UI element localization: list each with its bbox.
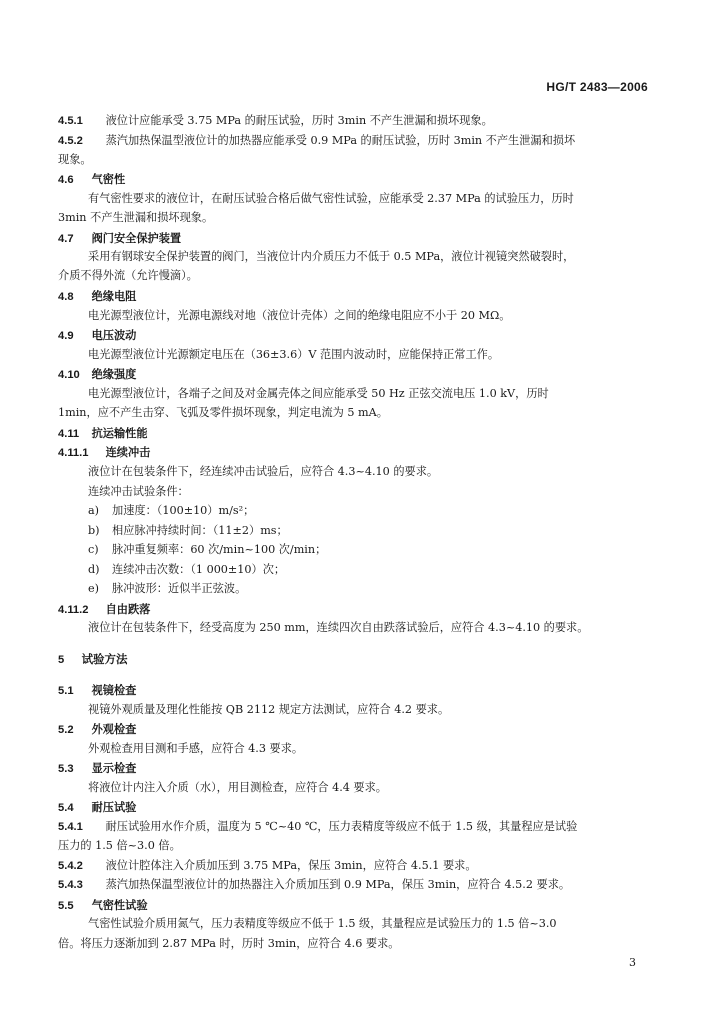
clause-4-10-text: 电光源型液位计，各端子之间及对金属壳体之间应能承受 50 Hz 正弦交流电压 1.0 kV，历时 xyxy=(88,387,549,400)
clause-5-1-text: 视镜外观质量及理化性能按 QB 2112 规定方法测试，应符合 4.2 要求。 xyxy=(88,703,450,716)
heading-5-2: 5.2 外观检查 xyxy=(58,722,137,736)
clause-4-6-text: 有气密性要求的液位计，在耐压试验合格后做气密性试验，应能承受 2.37 MPa 的试验压力，历时 xyxy=(88,192,574,205)
heading-4-7: 4.7 阀门安全保护装置 xyxy=(58,231,182,245)
list-item: b) 相应脉冲持续时间：（11±2）ms； xyxy=(88,524,288,537)
clause-4-9-text: 电光源型液位计光源额定电压在（36±3.6）V 范围内波动时，应能保持正常工作。 xyxy=(88,348,500,361)
heading-5-1: 5.1 视镜检查 xyxy=(58,683,137,697)
clause-4-6-text-cont: 3min 不产生泄漏和损坏现象。 xyxy=(58,211,214,224)
heading-4-6: 4.6 气密性 xyxy=(58,172,126,186)
clause-4-11-1-conditions: 连续冲击试验条件： xyxy=(88,485,189,498)
clause-4-5-2: 4.5.2 蒸汽加热保温型液位计的加热器应能承受 0.9 MPa 的耐压试验，历时 3min 不产生泄漏和损坏 xyxy=(58,134,576,147)
list-item: e) 脉冲波形：近似半正弦波。 xyxy=(88,582,247,595)
clause-5-4-3: 5.4.3 蒸汽加热保温型液位计的加热器注入介质加压到 0.9 MPa，保压 3min，应符合 4.5.2 要求。 xyxy=(58,878,571,891)
heading-5-5: 5.5 气密性试验 xyxy=(58,898,148,912)
clause-5-5-text-cont: 倍。将压力逐渐加到 2.87 MPa 时，历时 3min，应符合 4.6 要求。 xyxy=(58,937,400,950)
heading-5-3: 5.3 显示检查 xyxy=(58,761,137,775)
clause-4-8-text: 电光源型液位计，光源电源线对地（液位计壳体）之间的绝缘电阻应不小于 20 MΩ。 xyxy=(88,309,511,322)
page-number: 3 xyxy=(629,956,636,969)
section-5-heading: 5 试验方法 xyxy=(58,652,128,666)
list-item: a) 加速度：（100±10）m/s²； xyxy=(88,504,255,517)
clause-4-5-1: 4.5.1 液位计应能承受 3.75 MPa 的耐压试验，历时 3min 不产生泄漏和损坏现象。 xyxy=(58,114,493,127)
clause-5-4-1-cont: 压力的 1.5 倍~3.0 倍。 xyxy=(58,839,181,852)
list-item: c) 脉冲重复频率：60 次/min~100 次/min； xyxy=(88,543,327,556)
clause-5-4-1: 5.4.1 耐压试验用水作介质，温度为 5 ℃~40 ℃，压力表精度等级应不低于 1.5 级，其量程应是试验 xyxy=(58,820,578,833)
clause-4-10-text-cont: 1min，应不产生击穿、飞弧及零件损坏现象，判定电流为 5 mA。 xyxy=(58,406,388,419)
clause-4-7-text: 采用有钢球安全保护装置的阀门，当液位计内介质压力不低于 0.5 MPa，液位计视镜突然破裂时， xyxy=(88,250,575,263)
clause-4-11-2-text: 液位计在包装条件下，经受高度为 250 mm，连续四次自由跌落试验后，应符合 4.3~4.10 的要求。 xyxy=(88,621,589,634)
heading-5-4: 5.4 耐压试验 xyxy=(58,800,137,814)
standard-code-header: HG/T 2483—2006 xyxy=(546,80,648,94)
heading-4-11-1: 4.11.1 连续冲击 xyxy=(58,445,151,459)
heading-4-9: 4.9 电压波动 xyxy=(58,328,137,342)
heading-4-11: 4.11 抗运输性能 xyxy=(58,426,148,440)
clause-5-3-text: 将液位计内注入介质（水），用目测检查，应符合 4.4 要求。 xyxy=(88,781,387,794)
clause-5-5-text: 气密性试验介质用氮气，压力表精度等级应不低于 1.5 级，其量程应是试验压力的 1.5 倍~3.0 xyxy=(88,917,557,930)
clause-4-7-text-cont: 介质不得外流（允许慢滴）。 xyxy=(58,269,198,282)
heading-4-8: 4.8 绝缘电阻 xyxy=(58,289,137,303)
heading-4-10: 4.10 绝缘强度 xyxy=(58,367,137,381)
list-item: d) 连续冲击次数：（1 000±10）次； xyxy=(88,563,286,576)
heading-4-11-2: 4.11.2 自由跌落 xyxy=(58,602,151,616)
clause-5-2-text: 外观检查用目测和手感，应符合 4.3 要求。 xyxy=(88,742,304,755)
clause-5-4-2: 5.4.2 液位计腔体注入介质加压到 3.75 MPa，保压 3min，应符合 4.5.1 要求。 xyxy=(58,859,477,872)
clause-4-11-1-text: 液位计在包装条件下，经连续冲击试验后，应符合 4.3~4.10 的要求。 xyxy=(88,465,439,478)
clause-4-5-2-cont: 现象。 xyxy=(58,153,92,166)
